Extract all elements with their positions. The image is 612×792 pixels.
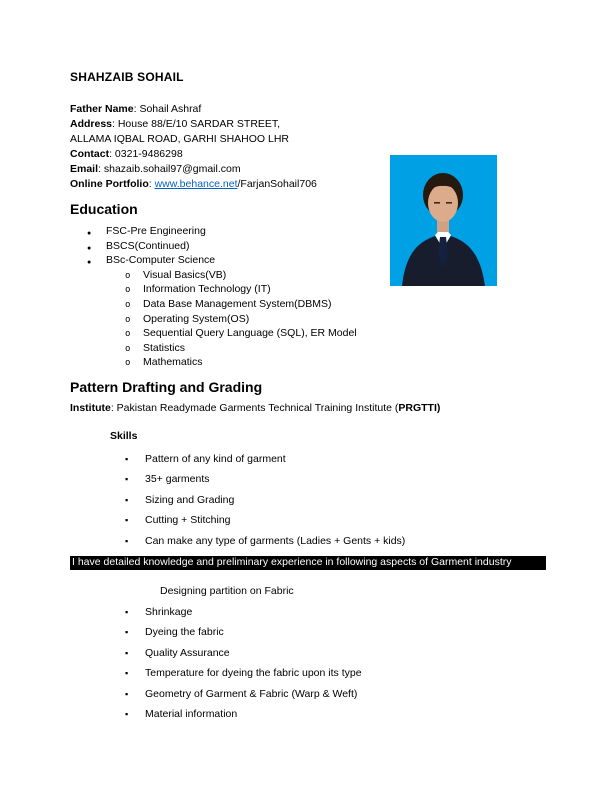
address-line-2: ALLAMA IQBAL ROAD, GARHI SHAHOO LHR [70, 133, 290, 145]
father-name-value: : Sohail Ashraf [133, 103, 202, 115]
father-name-line [70, 102, 540, 117]
education-item: ● FSC-Pre Engineering [70, 224, 540, 239]
contact-value: : 0321-9486298 [109, 148, 183, 160]
education-sub-item: o Data Base Management System(DBMS) [70, 297, 540, 312]
skill-item: ▪ Can make any type of garments (Ladies + Gents + kids) [70, 534, 540, 548]
skills-list [70, 452, 540, 548]
skill-item: ▪ Cutting + Stitching [70, 513, 540, 527]
education-sub-item: o Operating System(OS) [70, 312, 540, 327]
knowledge-list [70, 584, 540, 722]
pattern-heading: Pattern Drafting and Grading [70, 378, 263, 395]
portfolio-link[interactable]: www.behance.net [154, 178, 238, 190]
education-item: ● BSc-Computer Science [70, 253, 540, 268]
skills-heading: Skills [110, 429, 138, 442]
knowledge-item: ▪ Dyeing the fabric [70, 625, 540, 639]
contact-label: Contact [70, 148, 110, 160]
address-value: : House 88/E/10 SARDAR STREET, [112, 118, 281, 130]
education-item: ● BSCS(Continued) [70, 239, 540, 254]
institute-text: : Pakistan Readymade Garments Technical Training Institute ( [110, 401, 399, 414]
education-sub-item: o Mathematics [70, 355, 540, 370]
institute-label: Institute [70, 401, 111, 414]
knowledge-banner: I have detailed knowledge and preliminary experience in following aspects of Garment industry [70, 556, 546, 570]
institute-close-paren: ) [436, 401, 441, 414]
education-sub-item: o Visual Basics(VB) [70, 268, 540, 283]
portfolio-suffix: /FarjanSohail706 [237, 178, 317, 190]
profile-photo [390, 155, 497, 286]
skill-item: ▪ 35+ garments [70, 472, 540, 486]
education-heading: Education [70, 201, 138, 217]
address-line [70, 117, 540, 132]
address-label: Address [70, 118, 113, 130]
education-sub-item: o Statistics [70, 341, 540, 356]
portfolio-separator: : [148, 178, 155, 190]
institute-abbreviation: PRGTTI [398, 401, 437, 414]
email-label: Email [70, 163, 99, 175]
skill-item: ▪ Pattern of any kind of garment [70, 452, 540, 466]
knowledge-item: ▪ Shrinkage [70, 605, 540, 619]
education-sub-item: o Information Technology (IT) [70, 282, 540, 297]
email-value: : shazaib.sohail97@gmail.com [98, 163, 241, 175]
skill-item: ▪ Sizing and Grading [70, 493, 540, 507]
knowledge-item: ▪ Quality Assurance [70, 646, 540, 660]
education-sub-item: o Sequential Query Language (SQL), ER Model [70, 326, 540, 341]
institute-line [70, 401, 540, 416]
portfolio-label: Online Portfolio [70, 178, 149, 190]
knowledge-item: ▪ Temperature for dyeing the fabric upon its type [70, 666, 540, 680]
knowledge-item: ▪ Material information [70, 707, 540, 721]
knowledge-lead-item: Designing partition on Fabric [160, 584, 294, 597]
person-name: SHAHZAIB SOHAIL [70, 70, 184, 84]
profile-photo-image [390, 155, 497, 286]
knowledge-item: ▪ Geometry of Garment & Fabric (Warp & Weft) [70, 687, 540, 701]
father-name-label: Father Name [70, 103, 134, 115]
